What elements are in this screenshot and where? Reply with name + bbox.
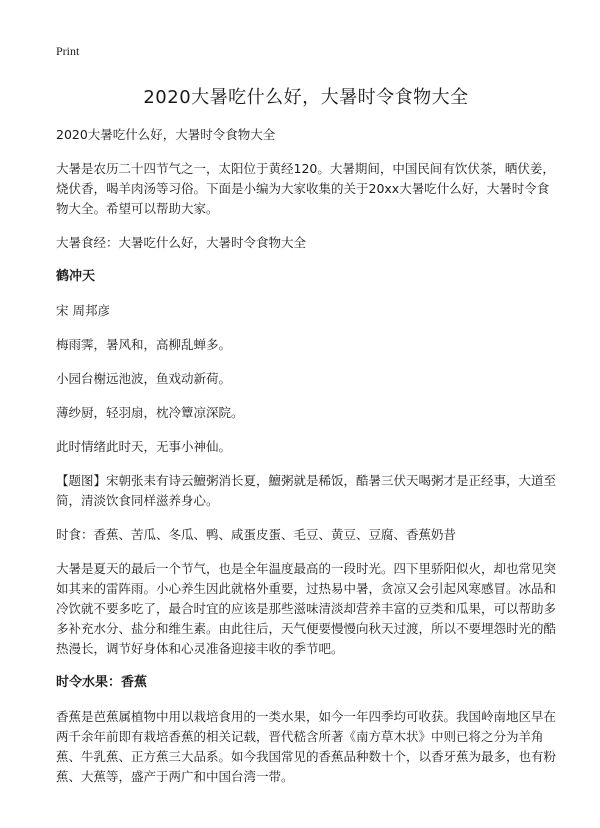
summer-paragraph: 大暑是夏天的最后一个节气，也是全年温度最高的一段时光。四下里骄阳似火，却也常见突如其来的雷阵雨。小心养生因此就格外重要，过热易中暑，贪凉又会引起风寒感冒。冰品和冷饮就不要多吃了，最合时宜的应该是那些滋味清淡却营养丰富的豆类和瓜果，可以帮助多多补充水分、盐分和维生素。由此往后，天气便要慢慢向秋天过渡，所以不要埋怨时光的酷热漫长，调节好身体和心灵准备迎接丰收的季节吧。 — [56, 561, 557, 656]
poem-line-2: 小园台榭远池波，鱼戏动新荷。 — [56, 371, 232, 386]
poem-line-4: 此时情绪此时天，无事小神仙。 — [56, 439, 232, 454]
poem-title: 鹤冲天 — [56, 269, 96, 284]
fruit-section-title: 时令水果：香蕉 — [56, 675, 148, 690]
page-title: 2020大暑吃什么好，大暑时令食物大全 — [143, 87, 469, 108]
intro-paragraph: 大暑是农历二十四节气之一，太阳位于黄经120。大暑期间，中国民间有饮伏茶，晒伏姜，烧伏香，喝羊肉汤等习俗。下面是小编为大家收集的关于20xx大暑吃什么好，大暑时令食物大全。希望可以帮助大家。 — [56, 161, 555, 216]
seasonal-foods-list: 时食：香蕉、苦瓜、冬瓜、鸭、咸蛋皮蛋、毛豆、黄豆、豆腐、香蕉奶昔 — [56, 527, 457, 542]
banana-paragraph: 香蕉是芭蕉属植物中用以栽培食用的一类水果，如今一年四季均可收获。我国岭南地区早在两千余年前即有栽培香蕉的相关记载，晋代嵇含所著《南方草木状》中则已将之分为羊角蕉、牛乳蕉、正方蕉三大品系。如今我国常见的香蕉品种数十个，以香牙蕉为最多，也有粉蕉、大蕉等，盛产于两广和中国台湾一带。 — [56, 709, 557, 784]
food-section-title: 大暑食经：大暑吃什么好，大暑时令食物大全 — [56, 235, 307, 250]
document-page — [56, 40, 556, 801]
print-link[interactable]: Print — [56, 44, 80, 58]
poem-line-3: 薄纱厨，轻羽扇，枕冷簟凉深院。 — [56, 405, 244, 420]
subtitle: 2020大暑吃什么好，大暑时令食物大全 — [56, 127, 276, 142]
poem-author: 宋 周邦彦 — [56, 303, 110, 318]
poem-line-1: 梅雨霁，暑风和，高柳乱蝉多。 — [56, 337, 232, 352]
image-caption-paragraph: 【题图】宋朝张耒有诗云鱣粥消长夏，鱣粥就是稀饭，酷暑三伏天喝粥才是正经事，大道至简，清淡饮食同样滋养身心。 — [56, 473, 557, 508]
